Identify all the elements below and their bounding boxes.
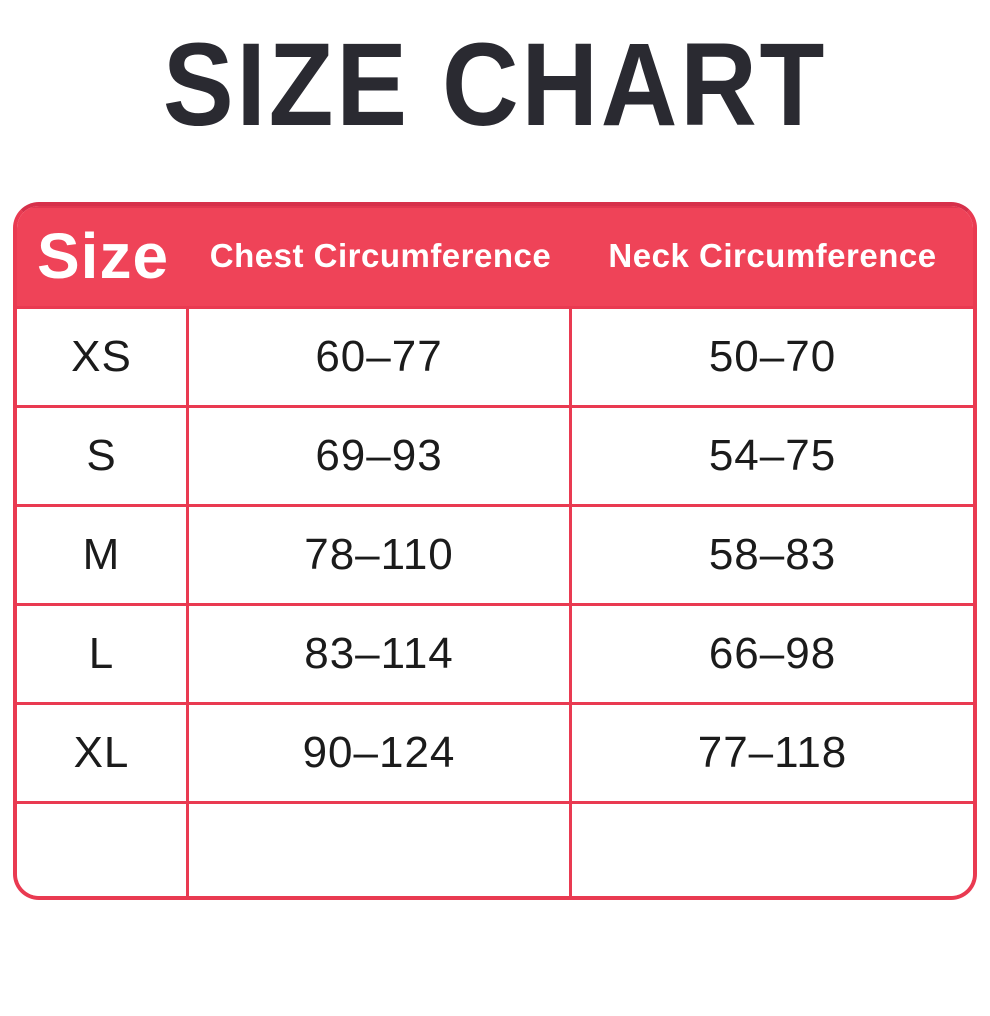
column-header-neck: Neck Circumference (608, 237, 937, 274)
table-header-row (17, 206, 973, 306)
chest-value: 78–110 (189, 507, 572, 603)
neck-value (572, 804, 973, 896)
size-label (17, 804, 189, 896)
size-label: M (17, 507, 189, 603)
size-label: S (17, 408, 189, 504)
column-header-size: Size (36, 220, 170, 292)
neck-value: 77–118 (697, 728, 848, 777)
table-row-xs (17, 306, 973, 405)
table-row-empty (17, 801, 973, 896)
neck-value: 58–83 (708, 530, 837, 579)
chest-value: 60–77 (189, 309, 572, 405)
table-row-l (17, 603, 973, 702)
chest-value: 90–124 (189, 705, 572, 801)
neck-value: 66–98 (708, 629, 837, 678)
chest-value: 83–114 (189, 606, 572, 702)
page-title: SIZE CHART (162, 19, 828, 151)
neck-value: 54–75 (708, 431, 837, 480)
size-label: XS (17, 309, 189, 405)
table-row-m (17, 504, 973, 603)
size-label: XL (17, 705, 189, 801)
table-row-xl (17, 702, 973, 801)
size-chart-table (13, 202, 977, 900)
chest-value: 69–93 (189, 408, 572, 504)
table-row-s (17, 405, 973, 504)
size-label: L (17, 606, 189, 702)
column-header-chest: Chest Circumference (209, 237, 552, 274)
neck-value: 50–70 (708, 332, 837, 381)
chest-value (189, 804, 572, 896)
